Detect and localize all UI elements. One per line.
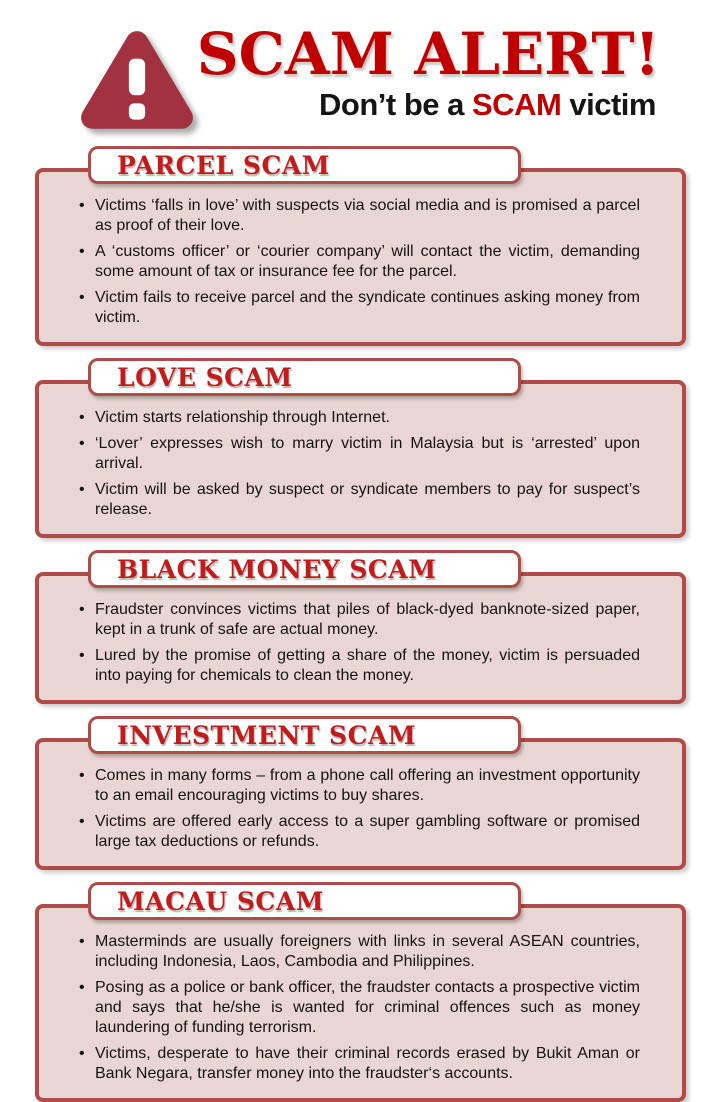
section-banner [88,550,521,588]
scam-sections [35,146,686,1102]
bullet-item: • Victim will be asked by suspect or syndicate members to pay for suspect’s release. [79,480,640,520]
section-parcel-scam [35,146,686,346]
section-banner [88,146,521,184]
bullet-list [79,196,640,328]
section-panel [35,904,686,1102]
bullet-item: • Comes in many forms – from a phone call offering an investment opportunity to an email encouraging victims to buy shares. [79,766,640,806]
section-love-scam [35,358,686,538]
bullet-list [79,932,640,1084]
section-title: LOVE SCAM [117,362,293,392]
bullet-item: • Victims are offered early access to a super gambling software or promised large tax deductions or refunds. [79,812,640,852]
section-macau-scam [35,882,686,1102]
section-title: BLACK MONEY SCAM [117,554,437,584]
subtitle-prefix: Don’t be a [319,86,472,122]
bullet-list [79,766,640,852]
section-banner [88,716,521,754]
bullet-item: • Masterminds are usually foreigners with links in several ASEAN countries, including Indonesia, Laos, Cambodia and Philippines. [79,932,640,972]
bullet-item: • Victims ‘falls in love’ with suspects via social media and is promised a parcel as proof of their love. [79,196,640,236]
section-title: PARCEL SCAM [117,150,330,180]
subtitle-highlight: SCAM [472,86,562,122]
section-banner [88,882,521,920]
section-black-money-scam [35,550,686,704]
section-panel [35,738,686,870]
bullet-item: • Victim fails to receive parcel and the syndicate continues asking money from victim. [79,288,640,328]
warning-triangle-icon [76,22,198,140]
poster-title: SCAM ALERT! [196,20,660,88]
header-titles [188,20,660,123]
section-title: INVESTMENT SCAM [117,720,417,750]
section-title: MACAU SCAM [117,886,324,916]
poster-header [0,0,720,146]
section-panel [35,572,686,704]
bullet-list [79,600,640,686]
poster-subtitle [188,87,656,123]
bullet-list [79,408,640,520]
bullet-item: • Victims, desperate to have their criminal records erased by Bukit Aman or Bank Negara, transfer money into the fraudster‘s accounts. [79,1044,640,1084]
bullet-item: • Victim starts relationship through Internet. [79,408,640,428]
subtitle-suffix: victim [561,86,656,122]
bullet-item: • A ‘customs officer’ or ‘courier company’ will contact the victim, demanding some amount of tax or insurance fee for the parcel. [79,242,640,282]
bullet-item: • Fraudster convinces victims that piles of black-dyed banknote-sized paper, kept in a trunk of safe are actual money. [79,600,640,640]
section-investment-scam [35,716,686,870]
section-banner [88,358,521,396]
bullet-item: • ‘Lover’ expresses wish to marry victim in Malaysia but is ‘arrested’ upon arrival. [79,434,640,474]
section-panel [35,168,686,346]
section-panel [35,380,686,538]
bullet-item: • Posing as a police or bank officer, the fraudster contacts a prospective victim and says that he/she is wanted for criminal offences such as money laundering of funding terrorism. [79,978,640,1038]
bullet-item: • Lured by the promise of getting a share of the money, victim is persuaded into paying for chemicals to clean the money. [79,646,640,686]
